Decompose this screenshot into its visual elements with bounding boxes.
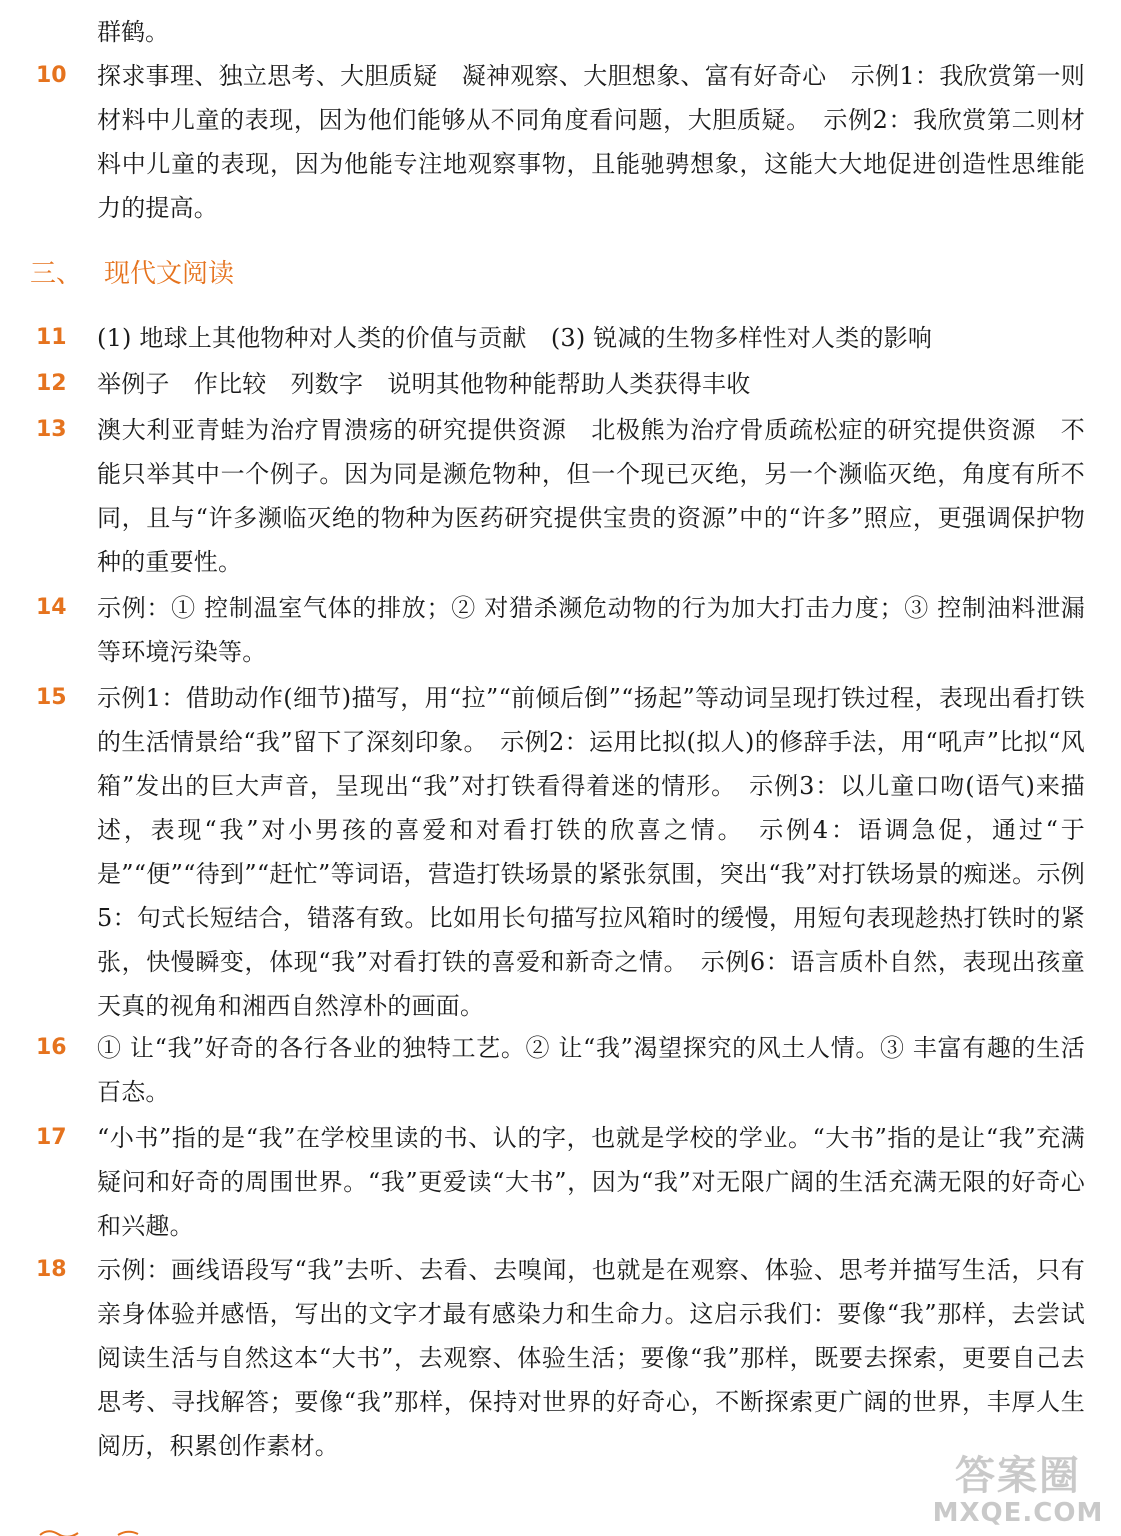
question-number: 12 bbox=[36, 371, 67, 396]
question-number: 18 bbox=[36, 1257, 67, 1282]
answer-text: 示例：① 控制温室气体的排放；② 对猎杀濒危动物的行为加大打击力度；③ 控制油料泄漏等环境污染等。 bbox=[97, 594, 1085, 666]
section-heading bbox=[30, 252, 234, 296]
question-number: 15 bbox=[36, 685, 67, 710]
question-number: 10 bbox=[36, 63, 67, 88]
answer-text: “小书”指的是“我”在学校里读的书、认的字，也就是学校的学业。“大书”指的是让“我”充满疑问和好奇的周围世界。“我”更爱读“大书”，因为“我”对无限广阔的生活充满无限的好奇心和兴趣。 bbox=[97, 1124, 1085, 1240]
answer-text: ① 让“我”好奇的各行各业的独特工艺。② 让“我”渴望探究的风土人情。③ 丰富有趣的生活百态。 bbox=[97, 1034, 1085, 1106]
question-number: 16 bbox=[36, 1035, 67, 1060]
section-title: 现代文阅读 bbox=[104, 259, 235, 289]
answer-text: 澳大利亚青蛙为治疗胃溃疡的研究提供资源 北极熊为治疗骨质疏松症的研究提供资源 不能只举其中一个例子。因为同是濒危物种，但一个现已灭绝，另一个濒临灭绝，角度有所不同，且与“许多濒临灭绝的物种为医药研究提供宝贵的资源”中的“许多”照应，更强调保护物种的重要性。 bbox=[97, 416, 1085, 576]
watermark-logo-text: 答案圈 bbox=[955, 1453, 1081, 1499]
answer-text: 示例：画线语段写“我”去听、去看、去嗅闻，也就是在观察、体验、思考并描写生活，只有亲身体验并感悟，写出的文字才最有感染力和生命力。这启示我们：要像“我”那样，去尝试阅读生活与自然这本“大书”，去观察、体验生活；要像“我”那样，既要去探索，更要自己去思考、寻找解答；要像“我”那样，保持对世界的好奇心，不断探索更广阔的世界，丰厚人生阅历，积累创作素材。 bbox=[97, 1256, 1085, 1460]
watermark-logo bbox=[923, 1454, 1113, 1530]
question-number: 13 bbox=[36, 417, 67, 442]
watermark-url: MXQE.COM bbox=[932, 1498, 1104, 1528]
answer-text: 探求事理、独立思考、大胆质疑 凝神观察、大胆想象、富有好奇心 示例1：我欣赏第一则材料中儿童的表现，因为他们能够从不同角度看问题，大胆质疑。 示例2：我欣赏第二则材料中儿童的表现，因为他能专注地观察事物，且能驰骋想象，这能大大地促进创造性思维能力的提高。 bbox=[97, 62, 1085, 222]
question-number: 14 bbox=[36, 595, 67, 620]
answer-text: (1) 地球上其他物种对人类的价值与贡献 (3) 锐减的生物多样性对人类的影响 bbox=[97, 324, 933, 352]
answer-text: 举例子 作比较 列数字 说明其他物种能帮助人类获得丰收 bbox=[97, 370, 751, 398]
question-number: 11 bbox=[36, 325, 67, 350]
carryover-text: 群鹤。 bbox=[97, 18, 169, 46]
section-number: 三、 bbox=[30, 259, 83, 289]
page-footer-decoration bbox=[38, 1526, 148, 1536]
answer-text: 示例1：借助动作(细节)描写，用“拉”“前倾后倒”“扬起”等动词呈现打铁过程，表现出看打铁的生活情景给“我”留下了深刻印象。 示例2：运用比拟(拟人)的修辞手法，用“吼声”比拟“风箱”发出的巨大声音，呈现出“我”对打铁看得着迷的情形。 示例3：以儿童口吻(语气)来描述，表现“我”对小男孩的喜爱和对看打铁的欣喜之情。 示例4：语调急促，通过“于是”“便”“待到”“赶忙”等词语，营造打铁场景的紧张氛围，突出“我”对打铁场景的痴迷。示例5：句式长短结合，错落有致。比如用长句描写拉风箱时的缓慢，用短句表现趁热打铁时的紧张，快慢瞬变，体现“我”对看打铁的喜爱和新奇之情。 示例6：语言质朴自然，表现出孩童天真的视角和湘西自然淳朴的画面。 bbox=[97, 684, 1085, 1020]
question-number: 17 bbox=[36, 1125, 67, 1150]
